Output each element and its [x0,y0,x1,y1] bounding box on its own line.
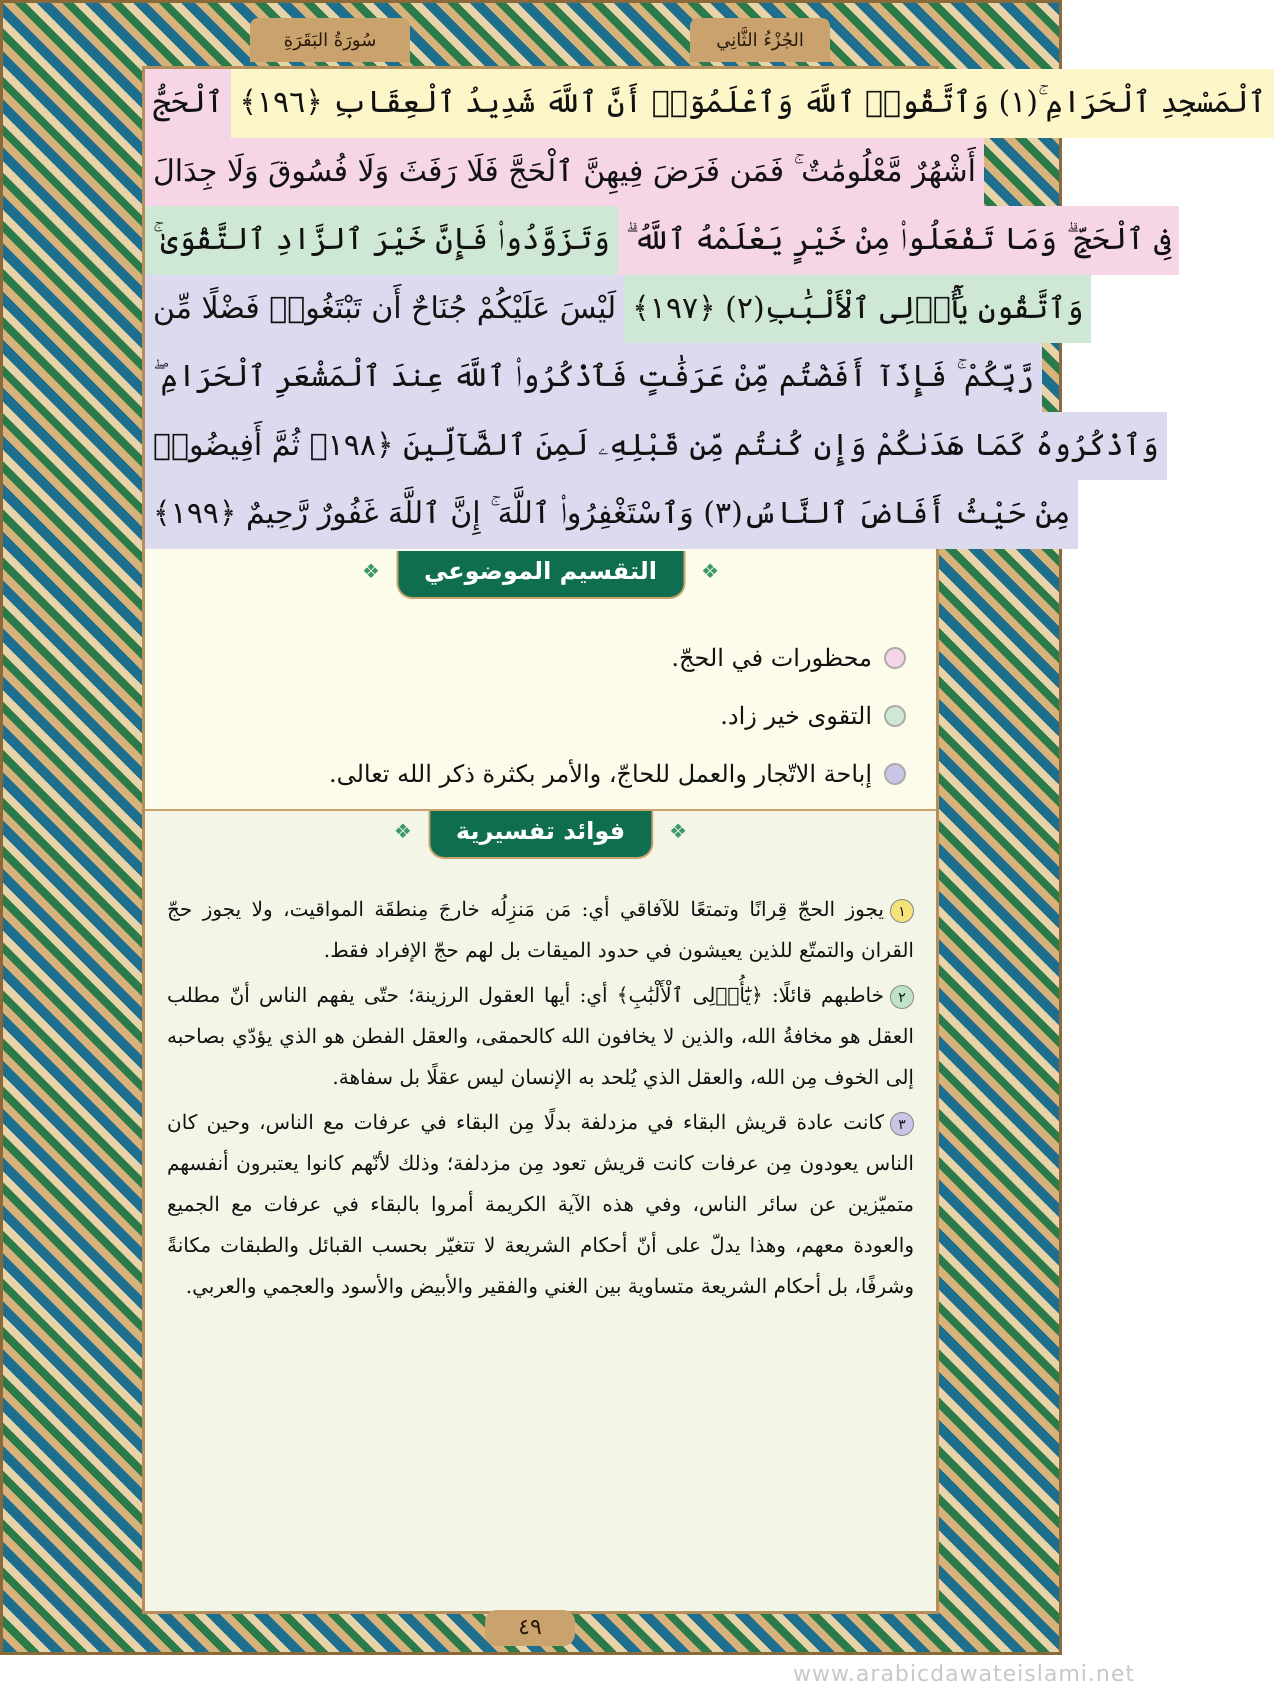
verse-segment: ٱلْحَجُّ [145,69,231,138]
verse-segment: فِى ٱلْحَجِّ ۗ وَمَا تَفْعَلُوا۟ مِنْ خَيْرٍ يَعْلَمْهُ ٱللَّهُ ۗ [618,206,1180,275]
note-item [167,1102,914,1307]
quran-line [145,480,1071,549]
surah-name-tab: سُورَةُ البَقَرَةِ [250,18,410,62]
topic-item [329,629,906,687]
quran-text [145,69,1266,549]
topic-text: محظورات في الحجّ. [671,644,872,672]
bullet-circle-icon [884,705,906,727]
notes-list [167,889,914,1311]
bullet-circle-icon [884,647,906,669]
note-item [167,975,914,1098]
verse-segment: لَيْسَ عَلَيْكُمْ جُنَاحٌ أَن تَبْتَغُوا۟ فَضْلًا مِّن [145,275,624,344]
quran-line [145,343,1035,412]
verse-segment: وَتَزَوَّدُوا۟ فَإِنَّ خَيْرَ ٱلزَّادِ ٱلتَّقْوَىٰ ۚ [145,206,618,275]
verse-segment: وَٱذْكُرُوهُ كَمَا هَدَىٰكُمْ وَإِن كُنتُم مِّن قَبْلِهِۦ لَمِنَ ٱلضَّآلِّينَ ﴿١٩٨﴾ ثُمَّ أَفِيضُوا۟ [145,412,1167,481]
verse-segment: رَّبِّكُمْ ۚ فَإِذَآ أَفَضْتُم مِّنْ عَرَفَٰتٍ فَٱذْكُرُوا۟ ٱللَّهَ عِندَ ٱلْمَشْعَرِ ٱلْحَرَامِ ۖ [145,343,1042,412]
notes-heading: ❖ فوائد تفسيرية ❖ [428,811,653,859]
page-content [142,66,1266,1614]
topic-text: إباحة الاتّجار والعمل للحاجّ، والأمر بكثرة ذكر الله تعالى. [328,760,872,788]
verse-segment: ٱلْمَسْجِدِ ٱلْحَرَامِ ۚ(١) وَٱتَّقُوا۟ ٱللَّهَ وَٱعْلَمُوٓا۟ أَنَّ ٱللَّهَ شَدِيدُ ٱلْعِقَابِ ﴿١٩٦﴾ [231,69,1274,138]
note-text: يجوز الحجّ قِرانًا وتمتعًا للآفاقي أي: مَن مَنزِلُه خارجَ مِنطقَة المواقيت، ولا يجوز حجّ القران والتمتّع للذين يعيشون في حدود الميقات بل لهم حجّ الإفراد فقط. [167,897,914,962]
quran-line [145,206,1172,275]
verse-segment: أَشْهُرٌ مَّعْلُومَٰتٌ ۚ فَمَن فَرَضَ فِيهِنَّ ٱلْحَجَّ فَلَا رَفَثَ وَلَا فُسُوقَ وَلَا جِدَالَ [145,138,984,207]
verse-segment: وَٱتَّقُونِ يَٰٓأُو۟لِى ٱلْأَلْبَٰبِ(٢) ﴿١٩٧﴾ [624,275,1091,344]
verse-segment: مِنْ حَيْثُ أَفَاضَ ٱلنَّاسُ(٣) وَٱسْتَغْفِرُوا۟ ٱللَّهَ ۚ إِنَّ ٱللَّهَ غَفُورٌ رَّحِيمٌ ﴿١٩٩﴾ [145,480,1078,549]
note-text: كانت عادة قريش البقاء في مزدلفة بدلًا مِن البقاء في عرفات مع الناس، وحين كان الناس يعودون مِن عرفات كانت قريش تعود مِن مزدلفة؛ وذلك لأنّهم كانوا يعتبرون أنفسهم متميّزين عن سائر الناس، وفي هذه الآية الكريمة أمروا بالبقاء في عرفات مع الجميع والعودة معهم، وهذا يدلّ على أنّ أحكام الشريعة لا تتغيّر بحسب القبائل والطبقات مكانةً وشرفًا، بل أحكام الشريعة متساوية بين الغني والفقير والأبيض والأسود والعجمي والعربي. [167,1110,914,1298]
topics-list [329,629,906,803]
quran-line [145,69,1266,138]
quran-line [145,412,1159,481]
note-number-badge: ١ [890,899,914,923]
quran-line [145,275,1084,344]
page-number: ٤٩ [485,1610,575,1646]
quran-line [145,138,976,207]
topic-item [329,687,906,745]
bullet-circle-icon [884,763,906,785]
topic-item [329,745,906,803]
watermark: www.arabicdawateislami.net [792,1662,1135,1687]
note-text: خاطبهم قائلًا: ﴿يَٰٓأُو۟لِى ٱلْأَلْبَٰبِ﴾ أي: أيها العقول الرزينة؛ حتّى يفهم الناس أنّ مطلب العقل هو مخافةُ الله، والذين لا يخافون الله كالحمقى، والعقل الفطن هو الذي يؤدّي بصاحبه إلى الخوف مِن الله، والعقل الذي يُلحد به الإنسان ليس عقلًا بل سفاهة. [167,983,914,1089]
topics-heading: ❖ التقسيم الموضوعي ❖ [396,551,685,599]
juz-name-tab: الجُزْءُ الثَّانِي [690,18,830,62]
note-item [167,889,914,971]
note-number-badge: ٢ [890,985,914,1009]
topic-text: التقوى خير زاد. [720,702,872,730]
note-number-badge: ٣ [890,1112,914,1136]
